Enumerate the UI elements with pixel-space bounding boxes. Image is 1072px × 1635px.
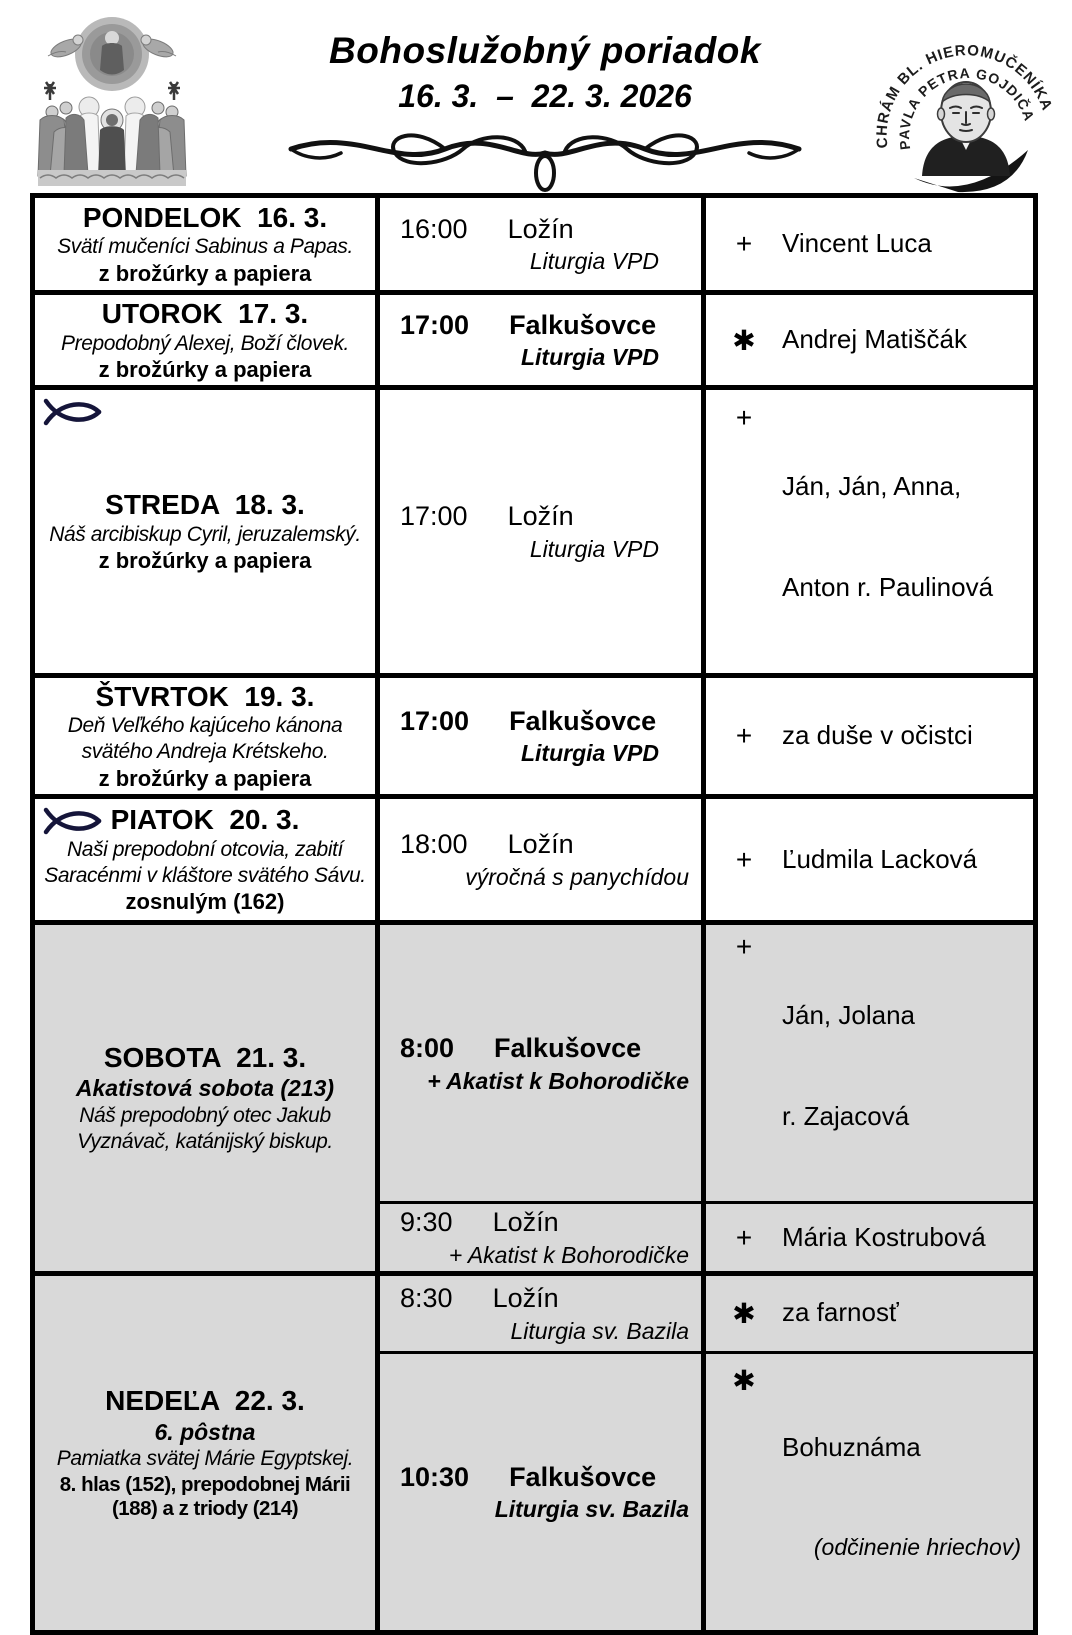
service-liturgy: + Akatist k Bohorodičke: [448, 1241, 689, 1268]
asterisk-symbol: ✱: [732, 1297, 756, 1329]
day-title: NEDEĽA 22. 3.: [105, 1385, 305, 1417]
intention-name: Ján, Jolana: [782, 999, 915, 1030]
service-cell: [378, 388, 704, 675]
intention-name: r. Zajacová: [782, 1101, 910, 1132]
intention-name: Anton r. Paulinová: [782, 572, 994, 603]
day-cell-utorok: [33, 293, 378, 388]
intention-name: za duše v očistci: [782, 719, 973, 750]
cross-symbol: +: [735, 227, 753, 259]
service-place: Falkušovce: [509, 705, 657, 736]
intention-name: Ján, Ján, Anna,: [782, 470, 962, 501]
intention-note: (odčinenie hriechov): [813, 1533, 1021, 1560]
day-title: STREDA 18. 3.: [105, 489, 305, 521]
cross-symbol: +: [735, 719, 753, 751]
day-cell-streda: [33, 388, 378, 675]
service-place: Ložín: [492, 1283, 559, 1314]
stamp-arc-top-text: CHRÁM BL. HIEROMUČENÍKA: [873, 42, 1056, 149]
feast-text: Svätí mučeníci Sabinus a Papas.: [57, 235, 353, 259]
service-cell: [378, 196, 704, 293]
date-range: 16. 3. – 22. 3. 2026: [398, 78, 692, 114]
parish-stamp: [862, 10, 1058, 194]
fish-icon: [43, 398, 101, 426]
rubric-note: z brožúrky a papiera: [98, 548, 312, 574]
intention-name: Bohuznáma: [782, 1432, 921, 1463]
flourish-ornament: [285, 119, 805, 197]
rubric-note: 8. hlas (152), prepodobnej Márii: [59, 1472, 351, 1496]
service-place: Falkušovce: [509, 1461, 657, 1492]
feast-text: Pamiatka svätej Márie Egyptskej.: [56, 1447, 354, 1471]
service-liturgy: výročná s panychídou: [465, 863, 689, 890]
day-title: ŠTVRTOK 19. 3.: [95, 680, 315, 712]
day-cell-stvrtok: [33, 675, 378, 796]
header-title-block: [275, 30, 815, 202]
service-place: Falkušovce: [509, 309, 657, 340]
service-time: 9:30: [400, 1207, 453, 1238]
intention-cell: [704, 675, 1036, 796]
intention-name: Andrej Matiščák: [782, 324, 967, 355]
feast-text: Deň Veľkého kajúceho kánona: [67, 714, 343, 738]
service-liturgy: Liturgia VPD: [520, 740, 659, 767]
service-time: 8:00: [400, 1033, 455, 1064]
service-liturgy: + Akatist k Bohorodičke: [427, 1067, 689, 1094]
intention-cell: [704, 1352, 1036, 1632]
feast-text: Saracénmi v kláštore svätého Sávu.: [44, 864, 366, 888]
service-cell: [378, 797, 704, 923]
service-cell: [378, 1273, 704, 1352]
service-cell: [378, 1203, 704, 1273]
intention-cell: [704, 923, 1036, 1203]
day-cell-sobota: [33, 923, 378, 1274]
schedule-table: [30, 193, 1038, 1635]
service-cell: [378, 675, 704, 796]
asterisk-symbol: ✱: [732, 1364, 756, 1396]
feast-text: Náš arcibiskup Cyril, jeruzalemský.: [49, 522, 361, 546]
service-liturgy: Liturgia VPD: [529, 248, 659, 275]
service-liturgy: Liturgia VPD: [520, 344, 659, 371]
service-place: Falkušovce: [494, 1033, 642, 1064]
service-place: Ložín: [507, 213, 574, 244]
cross-symbol: +: [735, 843, 753, 875]
service-place: Ložín: [507, 501, 574, 532]
service-cell: [378, 293, 704, 388]
intention-cell: [704, 388, 1036, 675]
page-title: Bohoslužobný poriadok: [329, 30, 761, 71]
rubric-note: z brožúrky a papiera: [98, 356, 312, 382]
service-time: 18:00: [400, 829, 468, 860]
feast-text: Vyznávač, katánijský biskup.: [77, 1130, 333, 1154]
service-time: 10:30: [400, 1461, 470, 1492]
service-time: 8:30: [400, 1283, 453, 1314]
rubric-note: zosnulým (162): [125, 889, 285, 915]
service-time: 17:00: [400, 309, 470, 340]
day-title: PIATOK 20. 3.: [110, 804, 300, 836]
cross-symbol: +: [735, 402, 753, 434]
service-time: 16:00: [400, 213, 468, 244]
service-place: Ložín: [507, 829, 574, 860]
stamp-arc-bottom-text: PAVLA PETRA GOJDIČA: [896, 64, 1038, 151]
intention-name: Vincent Luca: [782, 228, 932, 259]
feast-text: Naši prepodobní otcovia, zabití: [67, 837, 343, 861]
intention-name: Ľudmila Lacková: [782, 843, 978, 874]
ascension-icon: [36, 12, 188, 188]
day-cell-nedela: [33, 1273, 378, 1632]
service-time: 17:00: [400, 705, 470, 736]
feast-text: svätého Andreja Krétskeho.: [81, 740, 329, 764]
intention-cell: [704, 1273, 1036, 1352]
intention-name: Mária Kostrubová: [782, 1221, 986, 1252]
feast-text: Prepodobný Alexej, Boží človek.: [61, 331, 349, 355]
intention-cell: [704, 196, 1036, 293]
rubric-note: (188) a z triody (214): [111, 1497, 299, 1521]
feast-text: Náš prepodobný otec Jakub: [79, 1103, 331, 1127]
intention-name: za farnosť: [782, 1297, 899, 1328]
service-cell: [378, 1352, 704, 1632]
service-time: 17:00: [400, 501, 468, 532]
fish-icon: [43, 807, 101, 835]
rubric-note: z brožúrky a papiera: [98, 260, 312, 286]
day-subtitle: 6. pôstna: [154, 1418, 256, 1445]
service-liturgy: Liturgia sv. Bazila: [494, 1496, 689, 1523]
day-subtitle: Akatistová sobota (213): [75, 1075, 335, 1102]
day-title: SOBOTA 21. 3.: [103, 1041, 307, 1073]
day-title: PONDELOK 16. 3.: [82, 201, 328, 233]
day-cell-piatok: [33, 797, 378, 923]
day-cell-pondelok: [33, 196, 378, 293]
asterisk-symbol: ✱: [732, 324, 756, 356]
service-liturgy: Liturgia sv. Bazila: [510, 1317, 689, 1344]
rubric-note: z brožúrky a papiera: [98, 765, 312, 791]
intention-cell: [704, 1203, 1036, 1273]
cross-symbol: +: [735, 1221, 753, 1253]
intention-cell: [704, 797, 1036, 923]
service-place: Ložín: [492, 1207, 559, 1238]
cross-symbol: +: [735, 931, 753, 963]
service-cell: [378, 923, 704, 1203]
intention-cell: [704, 293, 1036, 388]
day-title: UTOROK 17. 3.: [101, 298, 309, 329]
service-liturgy: Liturgia VPD: [529, 535, 659, 562]
